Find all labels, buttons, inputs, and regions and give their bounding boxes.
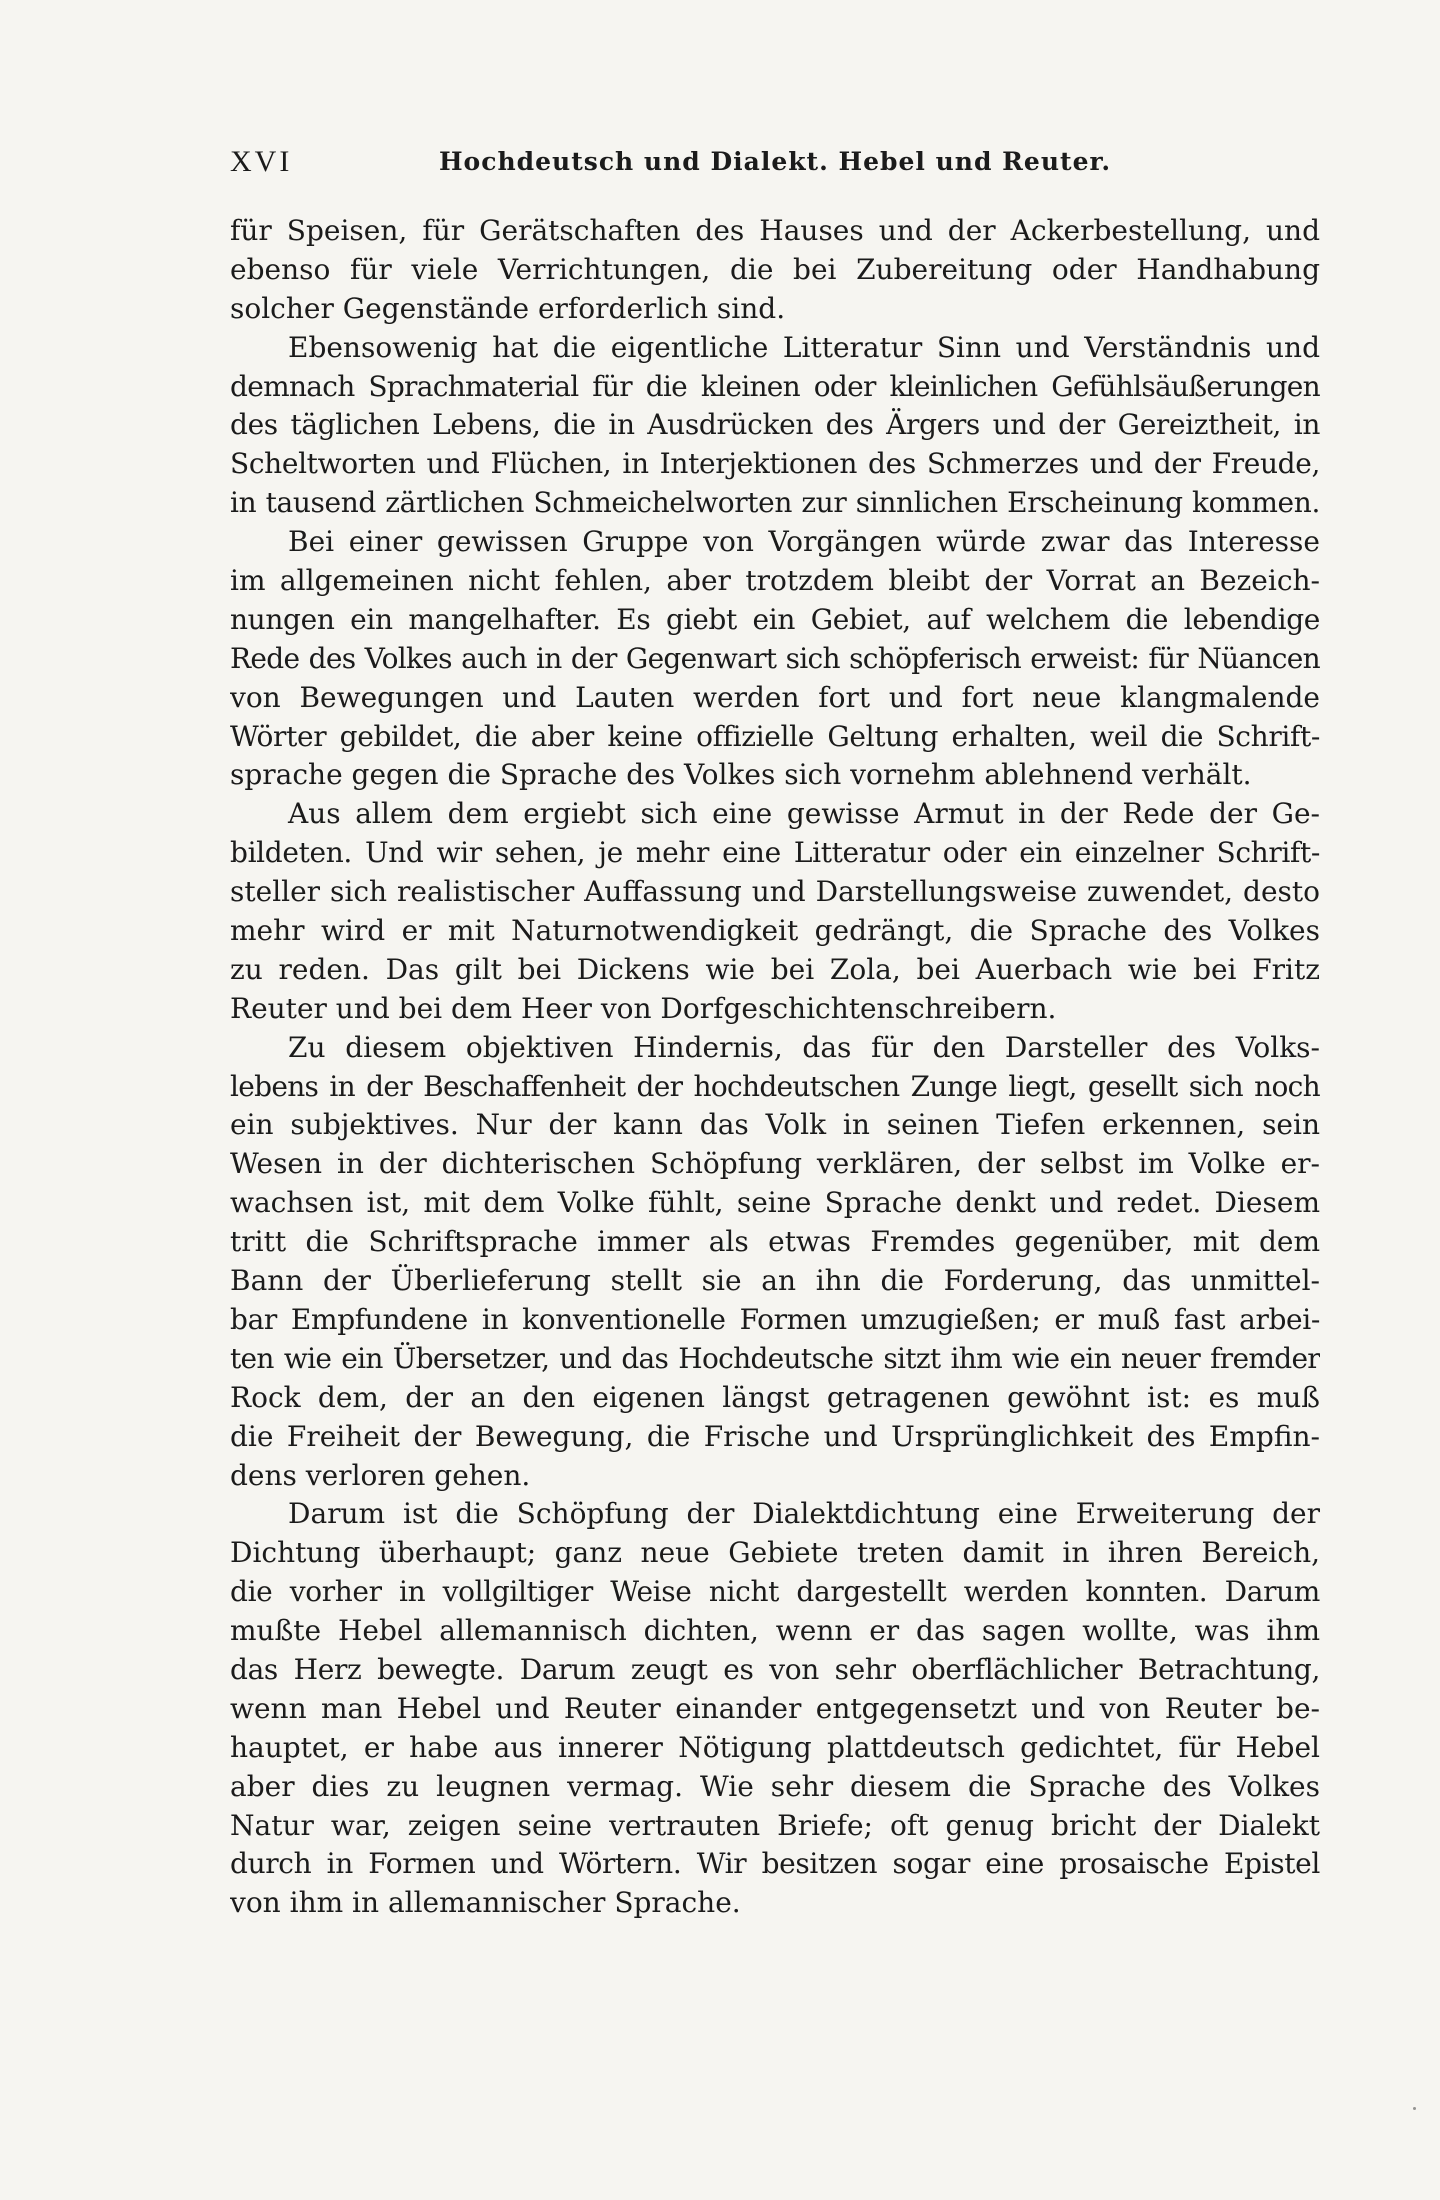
text-line: zu reden. Das gilt bei Dickens wie bei Zola, bei Auerbach wie bei Fritz <box>230 952 1320 986</box>
paragraph-first-line: Zu diesem objektiven Hindernis, das für den Darsteller des Volks- <box>288 1030 1320 1064</box>
page-header <box>230 142 1320 186</box>
text-line: mehr wird er mit Naturnotwendigkeit gedrängt, die Sprache des Volkes <box>230 914 1320 948</box>
text-line: Natur war, zeigen seine vertrauten Briefe; oft genug bricht der Dialekt <box>230 1808 1320 1842</box>
text-line: wenn man Hebel und Reuter einander entgegensetzt und von Reuter be- <box>230 1691 1320 1725</box>
text-line: dens verloren gehen. <box>230 1458 531 1492</box>
text-line: von Bewegungen und Lauten werden fort und fort neue klangmalende <box>230 680 1320 714</box>
text-line: Dichtung überhaupt; ganz neue Gebiete treten damit in ihren Bereich, <box>230 1536 1320 1570</box>
text-line: ein subjektives. Nur der kann das Volk in seinen Tiefen erkennen, sein <box>230 1108 1320 1142</box>
paragraph-first-line: Darum ist die Schöpfung der Dialektdichtung eine Erweiterung der <box>288 1497 1320 1531</box>
text-line: Scheltworten und Flüchen, in Interjektionen des Schmerzes und der Freude, <box>230 447 1320 481</box>
text-line: tritt die Schriftsprache immer als etwas Fremdes gegenüber, mit dem <box>230 1225 1320 1259</box>
text-line: hauptet, er habe aus innerer Nötigung plattdeutsch gedichtet, für Hebel <box>230 1730 1320 1764</box>
text-line: steller sich realistischer Auffassung und Darstellungsweise zuwendet, desto <box>230 875 1320 909</box>
text-line: ten wie ein Übersetzer, und das Hochdeutsche sitzt ihm wie ein neuer fremder <box>230 1341 1320 1375</box>
text-line: sprache gegen die Sprache des Volkes sich vornehm ablehnend verhält. <box>230 758 1252 792</box>
text-line: für Speisen, für Gerätschaften des Hauses und der Ackerbestellung, und <box>230 214 1320 247</box>
text-line: in tausend zärtlichen Schmeichelworten zur sinnlichen Erscheinung kommen. <box>230 486 1320 520</box>
text-line: nungen ein mangelhafter. Es giebt ein Gebiet, auf welchem die lebendige <box>230 602 1320 636</box>
paper-speck <box>1413 2107 1416 2110</box>
text-line: durch in Formen und Wörtern. Wir besitzen sogar eine prosaische Epistel <box>230 1847 1320 1881</box>
text-line: demnach Sprachmaterial für die kleinen oder kleinlichen Gefühlsäußerungen <box>230 369 1320 403</box>
text-line: lebens in der Beschaffenheit der hochdeutschen Zunge liegt, gesellt sich noch <box>230 1069 1320 1103</box>
paragraph-first-line: Aus allem dem ergiebt sich eine gewisse Armut in der Rede der Ge- <box>288 797 1320 831</box>
text-line: Rock dem, der an den eigenen längst getragenen gewöhnt ist: es muß <box>230 1380 1320 1414</box>
body-text <box>230 212 1320 1923</box>
paragraph-first-line: Bei einer gewissen Gruppe von Vorgängen würde zwar das Interesse <box>288 525 1320 559</box>
text-line: im allgemeinen nicht fehlen, aber trotzdem bleibt der Vorrat an Bezeich- <box>230 564 1320 598</box>
text-line: bar Empfundene in konventionelle Formen umzugießen; er muß fast arbei- <box>230 1302 1320 1336</box>
text-line: ebenso für viele Verrichtungen, die bei Zubereitung oder Handhabung <box>230 252 1320 286</box>
text-line: Wesen in der dichterischen Schöpfung verklären, der selbst im Volke er- <box>230 1147 1320 1181</box>
text-line: solcher Gegenstände erforderlich sind. <box>230 291 786 325</box>
text-line: aber dies zu leugnen vermag. Wie sehr diesem die Sprache des Volkes <box>230 1769 1320 1803</box>
text-line: Wörter gebildet, die aber keine offizielle Geltung erhalten, weil die Schrift- <box>230 719 1320 753</box>
text-line: das Herz bewegte. Darum zeugt es von sehr oberflächlicher Betrachtung, <box>230 1652 1320 1686</box>
page-number: XVI <box>230 145 293 178</box>
running-title: Hochdeutsch und Dialekt. Hebel und Reuter. <box>438 147 1112 176</box>
paragraph-first-line: Ebensowenig hat die eigentliche Litteratur Sinn und Verständnis und <box>288 330 1320 364</box>
text-line: Bann der Überlieferung stellt sie an ihn die Forderung, das unmittel- <box>230 1264 1320 1298</box>
text-line: Rede des Volkes auch in der Gegenwart sich schöpferisch erweist: für Nüancen <box>230 641 1320 675</box>
text-line: des täglichen Lebens, die in Ausdrücken des Ärgers und der Gereiztheit, in <box>230 408 1320 442</box>
text-line: wachsen ist, mit dem Volke fühlt, seine Sprache denkt und redet. Diesem <box>230 1186 1320 1220</box>
text-line: mußte Hebel allemannisch dichten, wenn er das sagen wollte, was ihm <box>230 1614 1320 1648</box>
text-line: die Freiheit der Bewegung, die Frische und Ursprünglichkeit des Empfin- <box>230 1419 1320 1453</box>
text-line: von ihm in allemannischer Sprache. <box>230 1886 741 1920</box>
text-line: Reuter und bei dem Heer von Dorfgeschichtenschreibern. <box>230 991 1057 1025</box>
text-line: die vorher in vollgiltiger Weise nicht dargestellt werden konnten. Darum <box>230 1575 1320 1609</box>
text-line: bildeten. Und wir sehen, je mehr eine Litteratur oder ein einzelner Schrift- <box>230 836 1320 870</box>
